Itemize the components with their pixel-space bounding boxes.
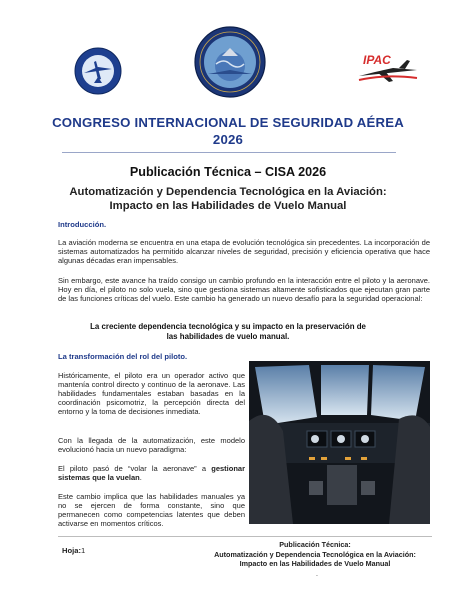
transformation-paragraph-3 [58, 464, 245, 482]
fuerza-aerea-mexicana-seal [194, 26, 266, 98]
transformation-heading: La transformación del rol del piloto. [58, 352, 188, 361]
footer-publication-info [200, 540, 430, 569]
transformation-paragraph-4: Este cambio implica que las habilidades manuales ya no se ejercen de forma constante, sino que permanecen como competencias latentes que deben activarse en momentos críticos. [58, 492, 245, 529]
congress-title [20, 114, 436, 148]
footer-dot: . [316, 571, 318, 578]
key-statement-line1: La creciente dependencia tecnológica y su impacto en la preservación de [90, 322, 366, 331]
congress-year: 2026 [212, 132, 244, 147]
footer-line1: Publicación Técnica: [279, 540, 351, 549]
document-title [36, 185, 420, 213]
footer-line2: Automatización y Dependencia Tecnológica en la Aviación: [214, 549, 416, 559]
intro-paragraph-1: La aviación moderna se encuentra en una etapa de evolución tecnológica sin precedentes. La incorporación de sistemas automatizados ha permitido alcanzar niveles de seguridad, precisión y eficiencia operativa que hace algunas décadas eran impensables. [58, 238, 430, 266]
footer-line3: Impacto en las Habilidades de Vuelo Manual [239, 559, 391, 569]
page-number: 1 [80, 546, 86, 555]
congress-line1: CONGRESO INTERNACIONAL DE SEGURIDAD AÉREA [52, 115, 404, 130]
page-indicator [62, 546, 85, 555]
document-title-line2: Impacto en las Habilidades de Vuelo Manual [109, 200, 347, 212]
key-statement-line2: las habilidades de vuelo manual. [166, 332, 290, 341]
header-divider [62, 152, 396, 153]
paragraph-3-emphasis: gestionar sistemas que la vuelan [58, 464, 245, 483]
publication-title: Publicación Técnica – CISA 2026 [129, 165, 327, 179]
seguridad-operacional-logo [74, 47, 122, 95]
svg-text:IPAC: IPAC [363, 53, 391, 67]
transformation-paragraph-1: Históricamente, el piloto era un operador activo que mantenía control directo y continuo de la aeronave. Las habilidades fundamentales estaban basadas en la coordinación psicomotriz, la percepción directa del entorno y la toma de decisiones inmediata. [58, 371, 245, 417]
transformation-paragraph-2: Con la llegada de la automatización, este modelo evolucionó hacia un nuevo paradigma: [58, 436, 245, 455]
key-statement [80, 322, 376, 342]
document-title-line1: Automatización y Dependencia Tecnológica en la Aviación: [69, 186, 387, 198]
page-label: Hoja: [62, 546, 81, 555]
ipac-logo [355, 48, 421, 90]
intro-paragraph-2: Sin embargo, este avance ha traído consigo un cambio profundo en la interacción entre el piloto y la aeronave. Hoy en día, el piloto no solo vuela, sino que gestiona sistemas altamente sofisticados que ejecutan gran parte de las funciones críticas del vuelo. Este cambio ha generado un nuevo desafío para la seguridad operacional: [58, 276, 430, 304]
paragraph-3-end: . [139, 473, 142, 483]
intro-heading: Introducción. [58, 220, 107, 229]
cockpit-photo [249, 361, 430, 524]
footer-divider [58, 536, 432, 537]
paragraph-3-start: El piloto pasó de “volar la aeronave” a [58, 464, 212, 473]
